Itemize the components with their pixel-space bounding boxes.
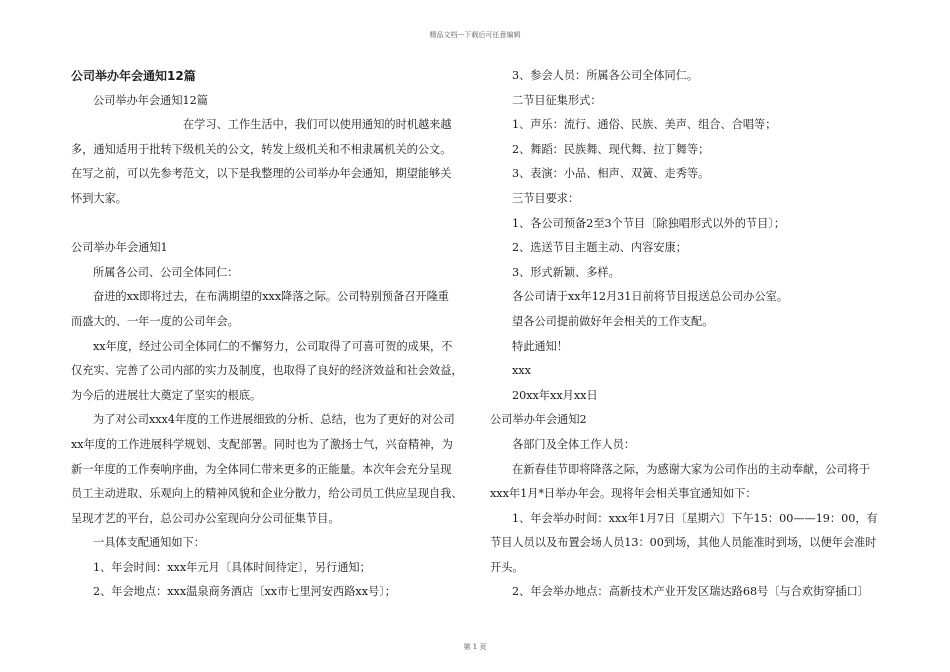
paragraph-line: 为今后的进展壮大奠定了坚实的根底。 bbox=[71, 388, 262, 402]
list-item: 1、声乐：流行、通俗、民族、美声、组合、合唱等； bbox=[512, 118, 777, 132]
paragraph-line: 为了对公司xxx4年度的工作进展细致的分析、总结，也为了更好的对公司 bbox=[93, 413, 455, 427]
section-heading: 二节目征集形式： bbox=[512, 93, 602, 107]
paragraph-line: 一具体支配通知如下： bbox=[93, 536, 205, 550]
list-item: 3、形式新颖、多样。 bbox=[512, 265, 620, 279]
section-heading: 公司举办年会通知1 bbox=[71, 241, 168, 255]
list-item: 2、舞蹈：民族舞、现代舞、拉丁舞等； bbox=[512, 142, 710, 156]
paragraph-line: 仅充实、完善了公司内部的实力及制度，也取得了良好的经济效益和社会效益， bbox=[71, 364, 463, 378]
salutation: 所属各公司、公司全体同仁： bbox=[93, 265, 239, 279]
paragraph-line: 而盛大的、一年一度的公司年会。 bbox=[71, 314, 239, 328]
closing-line: 特此通知！ bbox=[512, 339, 568, 353]
header-note: 精品文档---下载后可任意编辑 bbox=[429, 31, 521, 39]
intro-line: 怀到大家。 bbox=[71, 191, 127, 205]
list-item: 1、各公司预备2至3个节目〔除独唱形式以外的节目〕； bbox=[512, 216, 786, 230]
section-heading: 三节目要求： bbox=[512, 191, 580, 205]
list-item: 3、参会人员：所属各公司全体同仁。 bbox=[512, 69, 699, 82]
section-heading: 公司举办年会通知2 bbox=[490, 413, 587, 427]
list-item: 1、年会时间：xxx年元月〔具体时间待定〕，另行通知； bbox=[93, 560, 371, 574]
date-line: 20xx年xx月xx日 bbox=[512, 388, 598, 402]
signature: xxx bbox=[512, 364, 531, 378]
intro-line: 多，通知适用于批转下级机关的公文，转发上级机关和不相隶属机关的公文。 bbox=[71, 142, 452, 156]
subtitle-line: 公司举办年会通知12篇 bbox=[93, 93, 208, 107]
paragraph-line: 员工主动进取、乐观向上的精神风貌和企业分散力，给公司员工供应呈现自我、 bbox=[71, 487, 463, 501]
list-item: 2、选送节目主题主动、内容安康； bbox=[512, 241, 687, 255]
paragraph-line: 各公司请于xx年12月31日前将节目报送总公司办公室。 bbox=[512, 290, 789, 304]
list-item: 1、年会举办时间：xxx年1月7日〔星期六〕下午15：00——19：00，有 bbox=[512, 511, 878, 525]
paragraph-line: 开头。 bbox=[490, 560, 524, 574]
paragraph-line: 呈现才艺的平台，总公司办公室现向分公司征集节目。 bbox=[71, 511, 340, 525]
paragraph-line: 节目人员以及布置会场人员13：00到场，其他人员能准时到场，以便年会准时 bbox=[490, 536, 877, 550]
paragraph-line: xxx年1月*日举办年会。现将年会相关事宜通知如下： bbox=[490, 487, 757, 501]
paragraph-line: 望各公司提前做好年会相关的工作支配。 bbox=[512, 314, 714, 328]
document-title: 公司举办年会通知12篇 bbox=[71, 69, 196, 83]
intro-line: 在学习、工作生活中，我们可以使用通知的时机越来越 bbox=[183, 118, 452, 132]
left-column bbox=[71, 64, 463, 605]
paragraph-line: xx年度，经过公司全体同仁的不懈努力，公司取得了可喜可贺的成果，不 bbox=[93, 339, 453, 353]
list-item: 2、年会举办地点：高新技术产业开发区瑞达路68号〔与合欢街穿插口〕 bbox=[512, 585, 869, 599]
list-item: 2、年会地点：xxx温泉商务酒店〔xx市七里河安西路xx号〕； bbox=[93, 585, 396, 599]
page-number: 第 1 页 bbox=[463, 643, 487, 651]
paragraph-line: 奋进的xx即将过去，在布满期望的xxx降落之际。公司特别预备召开隆重 bbox=[93, 290, 449, 304]
paragraph-line: 在新春佳节即将降落之际，为感谢大家为公司作出的主动奉献，公司将于 bbox=[512, 462, 871, 476]
right-column bbox=[490, 64, 878, 605]
blank-line bbox=[71, 212, 463, 237]
intro-line: 在写之前，可以先参考范文，以下是我整理的公司举办年会通知，期望能够关 bbox=[71, 167, 452, 181]
paragraph-line: 新一年度的工作奏响序曲，为全体同仁带来更多的正能量。本次年会充分呈现 bbox=[71, 462, 452, 476]
salutation: 各部门及全体工作人员： bbox=[512, 437, 636, 451]
paragraph-line: xx年度的工作进展科学规划、支配部署。同时也为了激扬士气，兴奋精神，为 bbox=[71, 437, 453, 451]
list-item: 3、表演：小品、相声、双簧、走秀等。 bbox=[512, 167, 710, 181]
